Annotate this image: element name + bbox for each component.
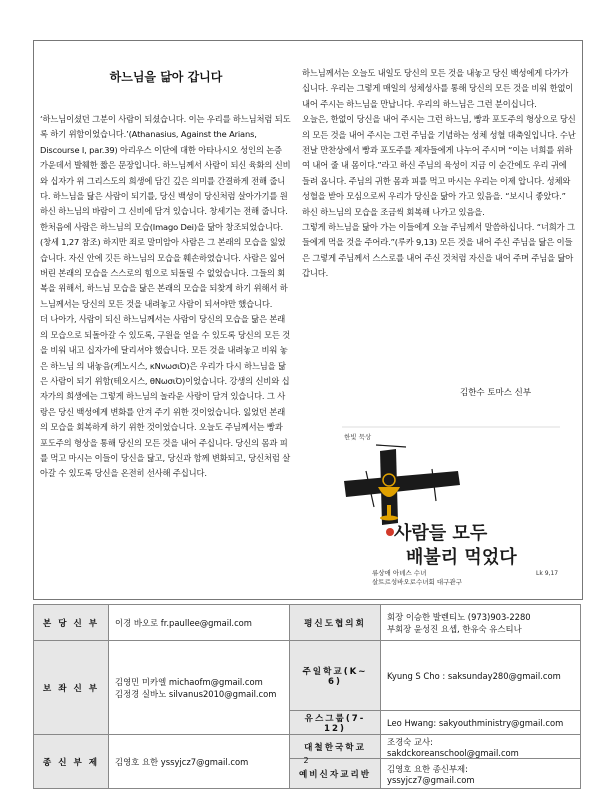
article-paragraph: 하느님께서는 오늘도 내일도 당신의 모든 것을 내놓고 당신 백성에게 다가가십니다. 우리는 그렇게 매일의 성체성사를 통해 당신의 모든 것을 비워 한없이 내어 주시는 하느님을 만납니다. 우리의 하느님은 그런 분이십니다. bbox=[302, 68, 574, 109]
contact-value: 이경 바오로 fr.paullee@gmail.com bbox=[109, 605, 290, 641]
calligraphy-line-1: 사람들 모두 bbox=[394, 523, 488, 544]
contact-line: 김영호 요한 종신부제: bbox=[387, 763, 468, 774]
contact-label: 예비신자교리반 bbox=[290, 759, 381, 789]
contact-value bbox=[109, 641, 290, 735]
contact-value bbox=[381, 735, 581, 759]
calligraphy-line-2: 배불리 먹었다 bbox=[406, 547, 517, 568]
contact-line: 조경숙 교사: bbox=[387, 736, 433, 747]
article-right-column bbox=[302, 66, 576, 282]
page-number: 2 bbox=[303, 756, 309, 765]
article-left-column bbox=[40, 112, 292, 482]
contact-line: yssyjcz7@gmail.com bbox=[387, 774, 475, 785]
cross-chalice-illustration bbox=[336, 425, 566, 593]
contact-line: sakdckoreanschool@gmail.com bbox=[387, 747, 519, 758]
article-paragraph: 오늘은, 한없이 당신을 내어 주시는 그런 하느님, 빵과 포도주의 형상으로 당신의 모든 것을 내어 주시는 그런 주님을 기념하는 성체 성혈 대축일입니다. 수난 전날 만찬상에서 빵과 포도주를 제자들에게 나누어 주시며 “이는 너희를 위하여 내어 줄 내 몸이다.”라고 하신 주님의 육성이 지금 이 순간에도 우리 귀에 들려 옵니다. 주님의 귀한 몸과 피를 먹고 마시는 우리는 이제 압니다. 성체와 성혈을 받아 모심으로써 우리가 당신을 닮아 가고 있음을. “보시니 좋았다.” 하신 하느님의 모습을 조금씩 회복해 나가고 있음을. bbox=[302, 114, 576, 217]
article-paragraph: ‘하느님이셨던 그분이 사람이 되셨습니다. 이는 우리를 하느님처럼 되도록 하기 위함이었습니다.’(Athanasius, Against the Arians, Discourse I, par.39) 아리우스 이단에 대한 아타나시오 성인의 논증 가운데서 발췌한 짧은 문장입니다. 하느님께서 사람이 되신 육화의 신비와 십자가 위 그리스도의 희생에 담긴 깊은 의미를 간결하게 전해 줍니다. 하느님을 닮은 사람이 되기를, 당신 백성이 당신처럼 살아가기를 원하신 하느님의 바람이 그 신비에 담겨 있습니다. 창세기는 전해 줍니다. 한처음에 사람은 하느님의 모습(Imago Dei)을 닮아 창조되었습니다.(창세 1,27 참조) 하지만 죄로 말미암아 사람은 그 본래의 모습을 잃었습니다. 자신 안에 깃든 하느님의 모습을 훼손하였습니다. 사람은 잃어버린 본래의 모습을 스스로의 힘으로 되돌릴 수 없었습니다. 그들의 회복을 위해서, 하느님 모습을 닮은 본래의 모습을 되찾게 하기 위해서 하느님께서는 당신의 모든 것을 내려놓고 사람이 되셔야만 했습니다. bbox=[40, 114, 291, 309]
artist-name: 류상애 아녜스 수녀 bbox=[372, 569, 427, 577]
contact-value: Leo Hwang: sakyouthministry@gmail.com bbox=[381, 711, 581, 735]
contact-value: Kyung S Cho : saksunday280@gmail.com bbox=[381, 641, 581, 711]
contact-label: 본 당 신 부 bbox=[34, 605, 109, 641]
contact-row bbox=[34, 605, 581, 641]
contact-label: 유스그룹(7-12) bbox=[290, 711, 381, 735]
article-paragraph: 더 나아가, 사람이 되신 하느님께서는 사람이 당신의 모습을 닮은 본래의 모습으로 되돌아갈 수 있도록, 구원을 얻을 수 있도록 당신의 모든 것을 비워 내고 십자가에 달리셔야 했습니다. 모든 것을 내려놓고 비워 놓은 하느님 의 내놓음(케노시스, κΝνωσιΌ)은 우리가 다시 하느님을 닮은 사람이 되기 위함(테오시스, θΝωσιΌ)이었습니다. 강생의 신비와 십자가의 희생에는 그렇게 하느님의 놀라운 사랑이 담겨 있습니다. 그 사랑은 당신 백성에게 변화를 안겨 주기 위한 것이었습니다. 잃었던 본래의 모습을 회복하게 하기 위한 것이었습니다. 오늘도 주님께서는 빵과 포도주의 형상을 통해 당신의 모든 것을 내어 주십니다. 당신의 몸과 피를 먹고 마시는 이들이 당신을 닮고, 당신과 함께 변화되고, 당신처럼 살아갈 수 있도록 당신을 온전히 선사해 주십니다. bbox=[40, 314, 291, 479]
contact-row bbox=[34, 735, 581, 759]
contact-label: 보 좌 신 부 bbox=[34, 641, 109, 735]
contact-value bbox=[381, 605, 581, 641]
contact-line: 김영민 미카엘 michaofm@gmail.com bbox=[115, 676, 263, 687]
contact-label: 평신도협의회 bbox=[290, 605, 381, 641]
calligraphy-artwork bbox=[336, 425, 566, 593]
artist-affiliation: 살트르성바오로수녀회 대구관구 bbox=[372, 578, 462, 586]
contact-value: 김영호 요한 yssyjcz7@gmail.com bbox=[109, 735, 290, 789]
article-paragraph: 그렇게 하느님을 닮아 가는 이들에게 오늘 주님께서 말씀하십니다. “너희가 그들에게 먹을 것을 주어라.”(루카 9,13) 모든 것을 내어 주신 주님을 닮은 이들은 그렇게 주님께서 스스로를 내어 주신 것처럼 자신을 내어 주며 주님을 닮아 갑니다. bbox=[302, 222, 575, 279]
contact-line: 회장 이승한 발렌티노 (973)903-2280 bbox=[387, 611, 531, 622]
contact-line: 부회장 윤성진 요셉, 한유숙 유스티나 bbox=[387, 623, 522, 634]
art-top-caption: 한빛 묵상 bbox=[344, 433, 372, 441]
contact-line: 김정경 실바노 silvanus2010@gmail.com bbox=[115, 688, 277, 699]
contact-label: 대철한국학교 bbox=[290, 735, 381, 759]
author-signature: 김한수 토마스 신부 bbox=[460, 388, 532, 398]
contact-label: 주일학교(K~ 6) bbox=[290, 641, 381, 711]
verse-reference: Lk 9,17 bbox=[536, 570, 559, 577]
contact-label: 종 신 부 제 bbox=[34, 735, 109, 789]
article-title: 하느님을 닮아 갑니다 bbox=[109, 70, 223, 84]
contact-row bbox=[34, 641, 581, 711]
